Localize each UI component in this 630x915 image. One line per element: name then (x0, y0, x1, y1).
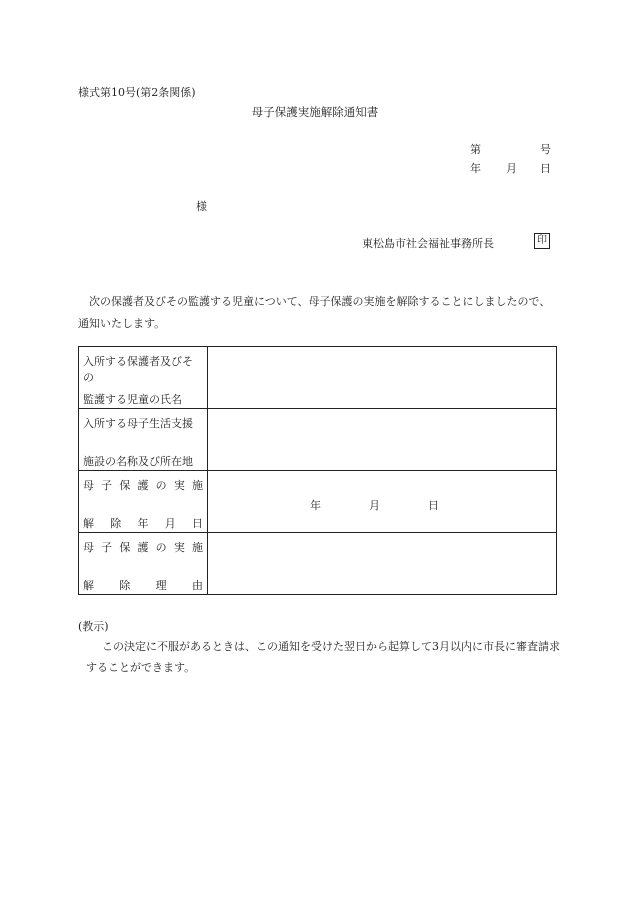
form-number: 様式第10号(第2条関係) (78, 86, 196, 99)
table-row (79, 347, 557, 409)
table-row (79, 533, 557, 595)
guardian-child-name-cell (208, 347, 557, 409)
row-label-line1: 入所する母子生活支援 (83, 417, 193, 430)
table-row (79, 471, 557, 533)
release-date-cell (208, 471, 557, 533)
row-label-line1: 入所する保護者及びその (83, 355, 193, 384)
recipient-honorific: 様 (196, 200, 207, 213)
document-number-line (470, 141, 551, 157)
seal-stamp: 印 (534, 233, 550, 249)
row-label (79, 471, 208, 533)
document-title: 母子保護実施解除通知書 (251, 105, 379, 119)
release-reason-cell (208, 533, 557, 595)
issue-date-month: 月 (506, 162, 517, 175)
issue-date-day: 日 (540, 162, 551, 175)
document-number-prefix: 第 (470, 143, 481, 156)
row-label-line1: 母子保護の実施 (83, 541, 203, 554)
document-number-suffix: 号 (540, 143, 551, 156)
notification-body: 次の保護者及びその監護する児童について、母子保護の実施を解除することにしましたので、通知いたします。 (78, 295, 551, 330)
issue-date-year: 年 (470, 162, 481, 175)
row-label-line2: 解除理由 (83, 579, 203, 592)
row-label (79, 533, 208, 595)
info-table (78, 346, 557, 595)
release-date-year: 年 (310, 499, 321, 512)
row-label (79, 347, 208, 409)
row-label-line2: 施設の名称及び所在地 (83, 455, 193, 468)
release-date-day: 日 (428, 499, 439, 512)
notice-heading: (教示) (78, 620, 109, 633)
release-date-month: 月 (369, 499, 380, 512)
facility-name-address-cell (208, 409, 557, 471)
row-label-line2: 解除年月日 (83, 517, 203, 530)
row-label (79, 409, 208, 471)
row-label-line1: 母子保護の実施 (83, 479, 203, 492)
sender-name: 東松島市社会福祉事務所長 (362, 237, 494, 250)
row-label-line2: 監護する児童の氏名 (83, 393, 182, 406)
table-row (79, 409, 557, 471)
notice-text: この決定に不服があるときは、この通知を受けた翌日から起算して3月以内に市長に審査請求することができます。 (86, 640, 560, 674)
